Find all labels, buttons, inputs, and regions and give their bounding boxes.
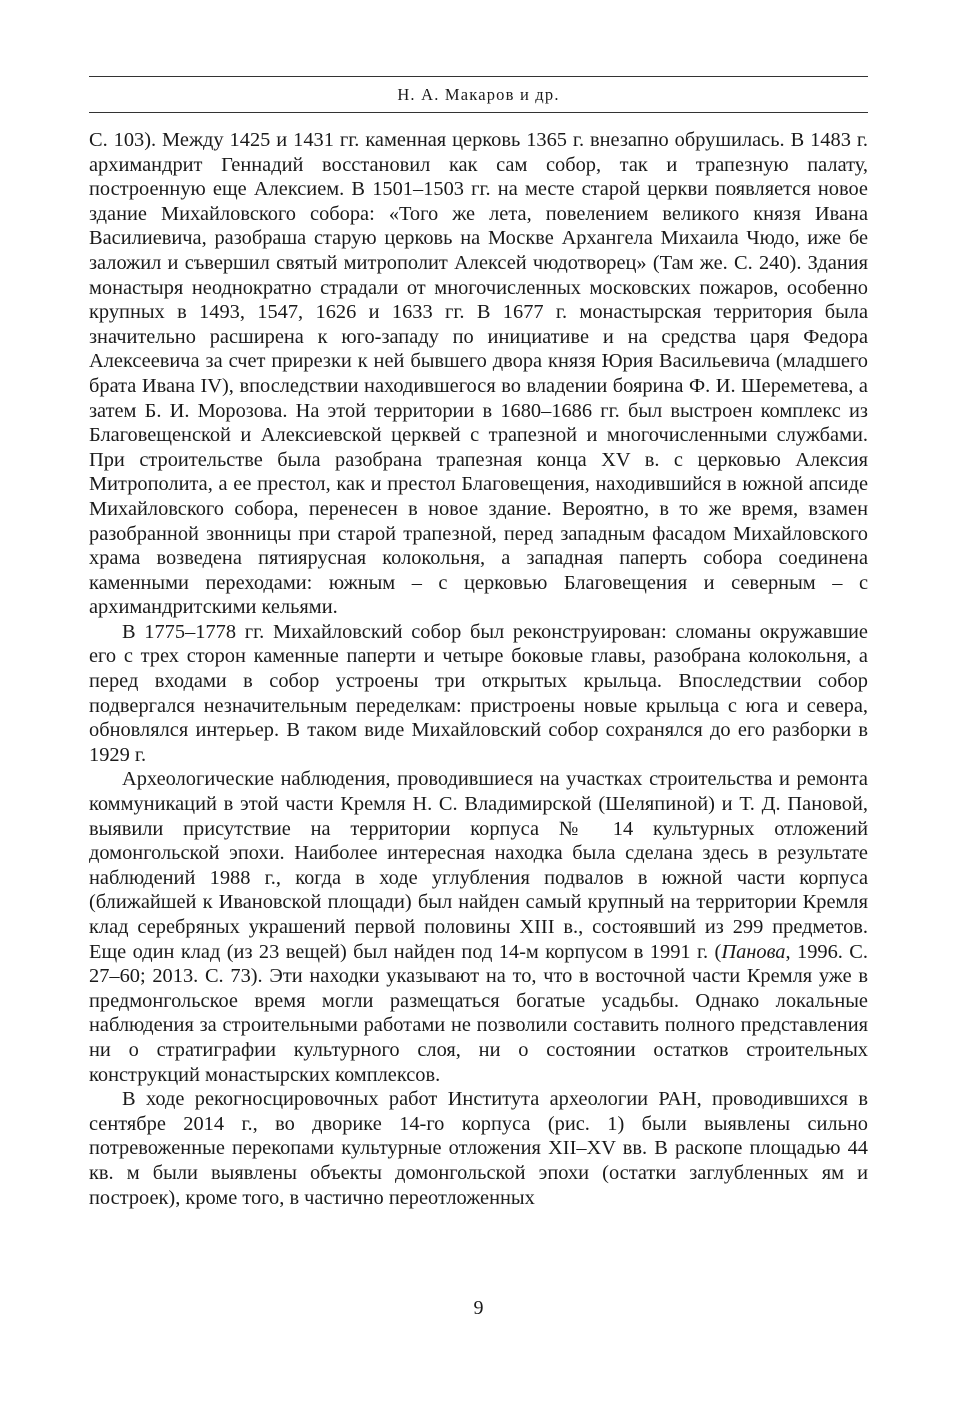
paragraph-4: В ходе рекогносцировочных работ Института археологии РАН, проводившихся в сентябре 2014 г., во дворике 14-го корпуса (рис. 1) были выявлены сильно потревоженные перекопами культурные отложения XII–XV вв. В раскопе площадью 44 кв. м были выявлены объекты домонгольской эпохи (остатки заглубленных ям и построек), кроме того, в частично переотложенных	[89, 1088, 868, 1209]
header-rule-bottom	[89, 112, 868, 113]
citation-author: Панова	[721, 940, 786, 963]
header-rule-top	[89, 76, 868, 77]
paragraph-3	[89, 767, 868, 1087]
running-head: Н. А. Макаров и др.	[397, 85, 560, 104]
paragraph-3-text-start: Археологические наблюдения, проводившиеся на участках строительства и ремонта коммуникаций в этой части Кремля Н. С. Владимирской (Шеляпиной) и Т. Д. Пановой, выявили присутствие на территории корпуса № 14 культурных отложений домонгольской эпохи. Наиболее интересная находка была сделана здесь в результате наблюдений 1988 г., когда в ходе углубления подвалов в южной части корпуса (ближайшей к Ивановской площади) был найден самый крупный на территории Кремля клад серебряных украшений первой половины XIII в., состоявший из 299 предметов. Еще один клад (из 23 вещей) был найден под 14-м корпусом в 1991 г. (	[89, 768, 868, 963]
page	[89, 0, 868, 1418]
page-number: 9	[473, 1297, 484, 1319]
body-text	[89, 128, 868, 1210]
paragraph-2: В 1775–1778 гг. Михайловский собор был реконструирован: сломаны окружавшие его с трех сторон каменные паперти и четыре боковые главы, разобрана колокольня, а перед входами в собор устроены три открытых крыльца. Впоследствии собор подвергался незначительным переделкам: пристроены новые крыльца с юга и севера, обновлялся интерьер. В таком виде Михайловский собор сохранялся до его разборки в 1929 г.	[89, 620, 868, 766]
paragraph-1: С. 103). Между 1425 и 1431 гг. каменная церковь 1365 г. внезапно обрушилась. В 1483 г. архимандрит Геннадий восстановил как сам собор, так и трапезную палату, построенную еще Алексием. В 1501–1503 гг. на месте старой церкви появляется новое здание Михайловского собора: «Того же лета, повелением великого князя Ивана Василиевича, разобраша старую церковь на Москве Архангела Михаила Чюдо, иже бе заложил и съвершил святый митрополит Алексей чюдотворец» (Там же. С. 240). Здания монастыря неоднократно страдали от многочисленных московских пожаров, особенно крупных в 1493, 1547, 1626 и 1633 гг. В 1677 г. монастырская территория была значительно расширена к юго-западу по инициативе и на средства царя Федора Алексеевича за счет прирезки к ней бывшего двора князя Юрия Васильевича (младшего брата Ивана IV), впоследствии находившегося во владении боярина Ф. И. Шереметева, а затем Б. И. Морозова. На этой территории в 1680–1686 гг. был выстроен комплекс из Благовещенской и Алексиевской церквей с трапезной и многочисленными службами. При строительстве была разобрана трапезная конца XV в. с церковью Алексия Митрополита, а ее престол, как и престол Благовещения, находившийся в южной апсиде Михайловского собора, перенесен в новое здание. Вероятно, в то же время, взамен разобранной звонницы при старой трапезной, перед западным фасадом Михайловского храма возведена пятиярусная колокольня, а западная паперть собора соединена каменными переходами: южным – с церковью Благовещения и северным – с архимандритскими кельями.	[89, 129, 868, 619]
paragraph-3-text-end: , 1996. С. 27–60; 2013. С. 73). Эти находки указывают на то, что в восточной части Кремля уже в предмонгольское время могли размещаться богатые усадьбы. Однако локальные наблюдения за строительными работами не позволили составить полного представления ни о стратиграфии культурного слоя, ни о состоянии остатков строительных конструкций монастырских комплексов.	[89, 940, 868, 1086]
